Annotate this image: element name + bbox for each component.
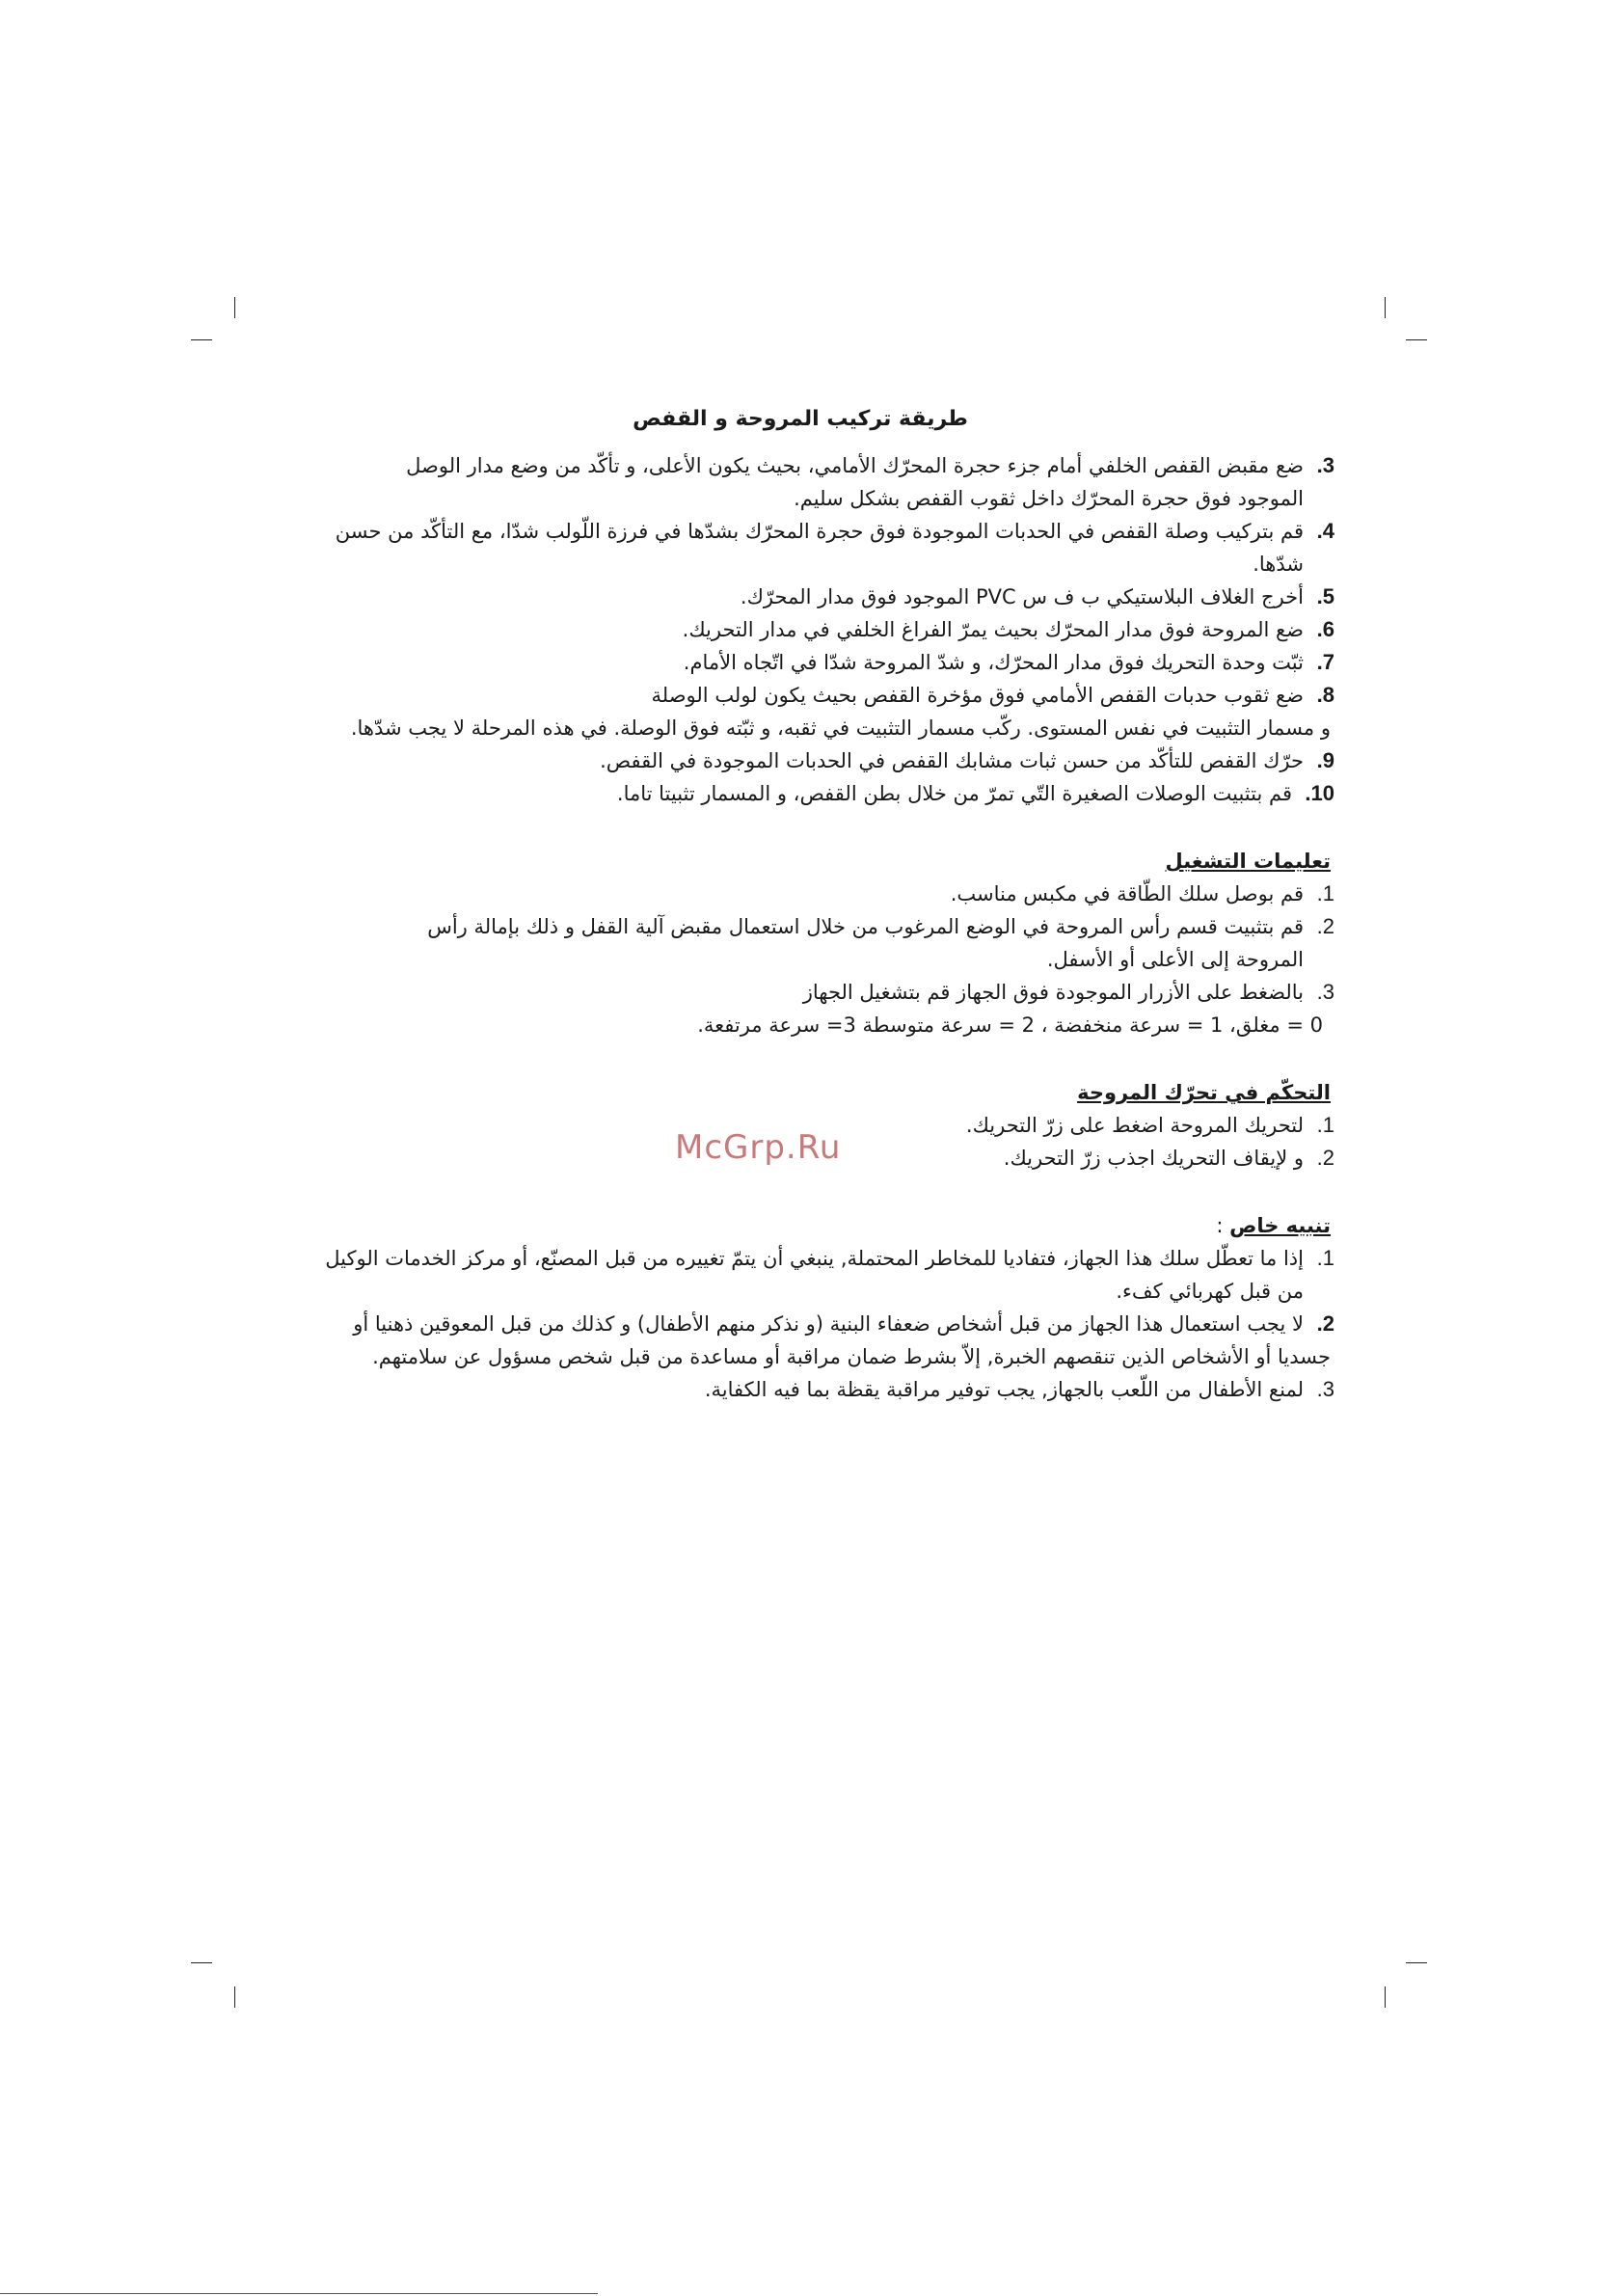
step-line: و لإيقاف التحريك اجذب زرّ التحريك.	[1003, 1147, 1304, 1170]
operation-heading: تعليمات التشغيل	[1165, 850, 1331, 873]
operation-step	[270, 878, 1334, 910]
step-line: لا يجب استعمال هذا الجهاز من قبل أشخاص ضعفاء البنية (و نذكر منهم الأطفال) و كذلك من قبل المعوقين ذهنيا أو	[353, 1312, 1304, 1336]
step-line: قم بتثبيت الوصلات الصغيرة التّي تمرّ من خلال بطن القفص، و المسمار تثبيتا تاما.	[616, 782, 1292, 805]
step-line: و مسمار التثبيت في نفس المستوى. ركّب مسمار التثبيت في ثقبه، و ثبّته فوق الوصلة. في هذه المرحلة لا يجب شدّها.	[350, 716, 1331, 740]
installation-step	[270, 613, 1334, 646]
step-number: 2.	[1316, 1146, 1334, 1170]
step-number: 1.	[1316, 1113, 1334, 1137]
operation-steps	[270, 878, 1334, 1009]
warning-item	[270, 1308, 1334, 1373]
step-line: شدّها.	[1253, 553, 1304, 576]
step-number: 1.	[1316, 1246, 1334, 1270]
step-line: حرّك القفص للتأكّد من حسن ثبات مشابك القفص في الحدبات الموجودة في القفص.	[600, 749, 1304, 772]
operation-step	[270, 976, 1334, 1009]
step-number: 9.	[1316, 748, 1334, 772]
step-line: بالضغط على الأزرار الموجودة فوق الجهاز قم بتشغيل الجهاز	[802, 981, 1304, 1004]
step-line: قم بوصل سلك الطّاقة في مكبس مناسب.	[950, 882, 1304, 905]
step-line: إذا ما تعطّل سلك هذا الجهاز، فتفاديا للمخاطر المحتملة, ينبغي أن يتمّ تغييره من قبل المصنّع، أو مركز الخدمات الوكيل	[325, 1247, 1304, 1270]
warning-items	[270, 1242, 1334, 1406]
installation-step	[270, 449, 1334, 515]
step-line: لتحريك المروحة اضغط على زرّ التحريك.	[965, 1114, 1304, 1137]
crop-mark-bottom-left-h	[191, 1962, 212, 1963]
step-line: المروحة إلى الأعلى أو الأسفل.	[1046, 948, 1304, 971]
bottom-rule	[0, 2293, 598, 2294]
crop-mark-top-left-h	[191, 339, 212, 340]
step-line: قم بتثبيت قسم رأس المروحة في الوضع المرغوب من خلال استعمال مقبض آلية القفل و ذلك بإمالة رأس	[427, 915, 1304, 938]
step-number: 8.	[1316, 683, 1334, 707]
step-line: الموجود فوق حجرة المحرّك داخل ثقوب القفص بشكل سليم.	[794, 487, 1304, 510]
warning-heading-colon: :	[1216, 1214, 1230, 1237]
document-body	[270, 403, 1334, 1406]
warning-item	[270, 1373, 1334, 1406]
watermark: McGrp.Ru	[675, 1128, 842, 1167]
crop-mark-top-right-v	[1385, 297, 1386, 318]
installation-steps	[270, 449, 1334, 810]
step-line: ضع مقبض القفص الخلفي أمام جزء حجرة المحرّك الأمامي، بحيث يكون الأعلى، و تأكّد من وضع مدار الوصل	[406, 454, 1304, 477]
installation-step	[270, 744, 1334, 777]
step-line: من قبل كهربائي كفء.	[1116, 1280, 1304, 1303]
installation-step	[270, 646, 1334, 679]
step-number: 3.	[1316, 1377, 1334, 1401]
step-number: 2.	[1316, 914, 1334, 938]
motion-heading: التحكّم في تحرّك المروحة	[1077, 1081, 1331, 1104]
step-line: ضع ثقوب حدبات القفص الأمامي فوق مؤخرة القفص بحيث يكون لولب الوصلة	[651, 684, 1304, 707]
step-number: 6.	[1316, 617, 1334, 641]
step-number: 1.	[1316, 881, 1334, 905]
crop-mark-top-right-h	[1406, 339, 1427, 340]
step-line: ضع المروحة فوق مدار المحرّك بحيث يمرّ الفراغ الخلفي في مدار التحريك.	[682, 618, 1304, 641]
step-line: أخرج الغلاف البلاستيكي ب ف س PVC الموجود فوق مدار المحرّك.	[740, 585, 1304, 608]
step-line: ثبّت وحدة التحريك فوق مدار المحرّك، و شدّ المروحة شدّا في اتّجاه الأمام.	[683, 651, 1304, 674]
step-line: جسديا أو الأشخاص الذين تنقصهم الخبرة, إلاّ بشرط ضمان مراقبة أو مساعدة من قبل شخص مسؤول عن سلامتهم.	[372, 1345, 1331, 1368]
warning-heading: تنبيه خاص	[1229, 1214, 1331, 1237]
installation-step	[270, 679, 1334, 744]
step-line: لمنع الأطفال من اللّعب بالجهاز, يجب توفير مراقبة يقظة بما فيه الكفاية.	[704, 1378, 1304, 1401]
installation-step	[270, 515, 1334, 581]
warning-item	[270, 1242, 1334, 1308]
crop-mark-bottom-left-v	[234, 1986, 235, 2008]
step-number: 3.	[1316, 453, 1334, 477]
step-number: 4.	[1316, 519, 1334, 543]
step-number: 10.	[1305, 781, 1334, 805]
page-title: طريقة تركيب المروحة و القفص	[633, 407, 968, 431]
step-number: 5.	[1316, 584, 1334, 608]
step-number: 2.	[1316, 1311, 1334, 1336]
step-number: 7.	[1316, 650, 1334, 674]
speed-settings: 0 = مغلق، 1 = سرعة منخفضة ، 2 = سرعة متوسطة 3= سرعة مرتفعة.	[697, 1013, 1323, 1037]
operation-step	[270, 910, 1334, 976]
step-number: 3.	[1316, 980, 1334, 1004]
step-line: قم بتركيب وصلة القفص في الحدبات الموجودة فوق حجرة المحرّك بشدّها في فرزة اللّولب شدّا، مع التأكّد من حسن	[335, 520, 1304, 543]
installation-step	[270, 777, 1334, 810]
crop-mark-top-left-v	[234, 297, 235, 318]
installation-step	[270, 581, 1334, 613]
crop-mark-bottom-right-v	[1385, 1986, 1386, 2008]
warning-heading-row	[270, 1209, 1331, 1242]
crop-mark-bottom-right-h	[1406, 1962, 1427, 1963]
